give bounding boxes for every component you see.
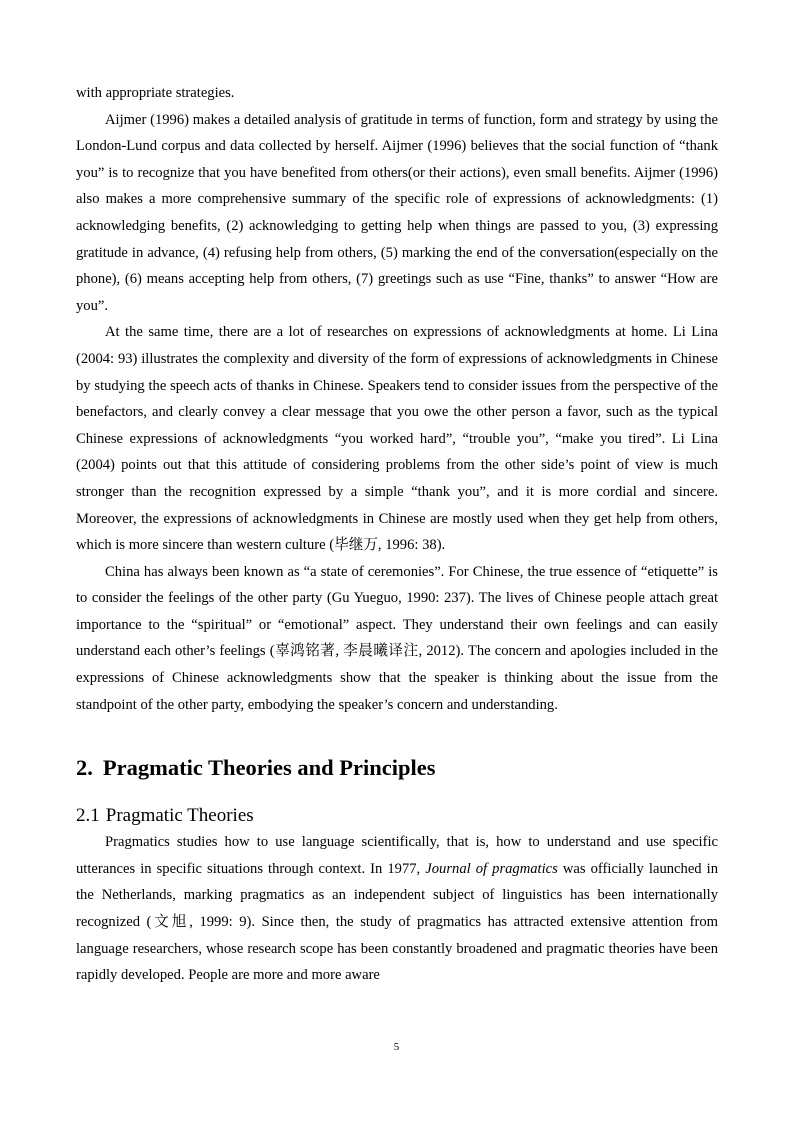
paragraph-pragmatics-part1: Pragmatics studies how to use language scientifically, that is, how to understand and use specific utterances in specific situations through context. In 1977, bbox=[76, 834, 718, 877]
subsection-heading bbox=[76, 803, 718, 829]
page-number: 5 bbox=[393, 1041, 400, 1053]
section-number: 2. bbox=[76, 755, 93, 781]
paragraph-li-lina: At the same time, there are a lot of researches on expressions of acknowledgments at home. Li Lina (2004: 93) illustrates the complexity and diversity of the form of expressions of acknowledgments in Chinese by studying the speech acts of thanks in Chinese. Speakers tend to consider issues from the perspective of the benefactors, and clearly convey a clear message that you owe the other person a favor, such as the typical Chinese expressions of acknowledgments “you worked hard”, “trouble you”, “make you tired”. Li Lina (2004) points out that this attitude of considering problems from the other side’s point of view is much stronger than the recognition expressed by a simple “thank you”, and it is more cordial and sincere. Moreover, the expressions of acknowledgments in Chinese are mostly used when they get help from others, which is more sincere than western culture (毕继万, 1996: 38). bbox=[76, 324, 718, 554]
page-body bbox=[76, 80, 718, 989]
section-title: Pragmatic Theories and Principles bbox=[102, 755, 436, 781]
paragraph-ceremonies: China has always been known as “a state of ceremonies”. For Chinese, the true essence of “etiquette” is to consider the feelings of the other party (Gu Yueguo, 1990: 237). The lives of Chinese people attach great importance to the “spiritual” or “emotional” aspect. They understand their own feelings and can easily understand each other’s feelings (辜鸿铭著, 李晨曦译注, 2012). The concern and apologies included in the expressions of Chinese acknowledgments show that the speaker is thinking about the issue from the standpoint of the other party, embodying the speaker’s concern and understanding. bbox=[76, 563, 718, 713]
paragraph-pragmatics-part2: was officially launched in the Netherlands, marking pragmatics as an independent subject of linguistics has been internationally recognized (文旭, 1999: 9). Since then, the study of pragmatics has attracted extensive attention from language researchers, whose research scope has been constantly broadened and pragmatic theories have been rapidly developed. People are more and more aware bbox=[76, 860, 718, 984]
paragraph-pragmatics bbox=[76, 829, 718, 989]
paragraph-aijmer: Aijmer (1996) makes a detailed analysis of gratitude in terms of function, form and strategy by using the London-Lund corpus and data collected by herself. Aijmer (1996) believes that the social function of “thank you” is to recognize that you have benefited from others(or their actions), even small benefits. Aijmer (1996) also makes a more comprehensive summary of the specific role of expressions of acknowledgments: (1) acknowledging benefits, (2) acknowledging to getting help when things are passed to you, (3) expressing gratitude in advance, (4) refusing help from others, (5) marking the end of the conversation(especially on the phone), (6) means accepting help from others, (7) greetings such as use “Fine, thanks” to answer “How are you”. bbox=[76, 111, 718, 314]
subsection-number: 2.1 bbox=[76, 805, 100, 827]
section-heading bbox=[76, 753, 718, 783]
paragraph-continuation: with appropriate strategies. bbox=[76, 85, 235, 101]
subsection-title: Pragmatic Theories bbox=[105, 805, 254, 827]
journal-title: Journal of pragmatics bbox=[425, 860, 558, 877]
